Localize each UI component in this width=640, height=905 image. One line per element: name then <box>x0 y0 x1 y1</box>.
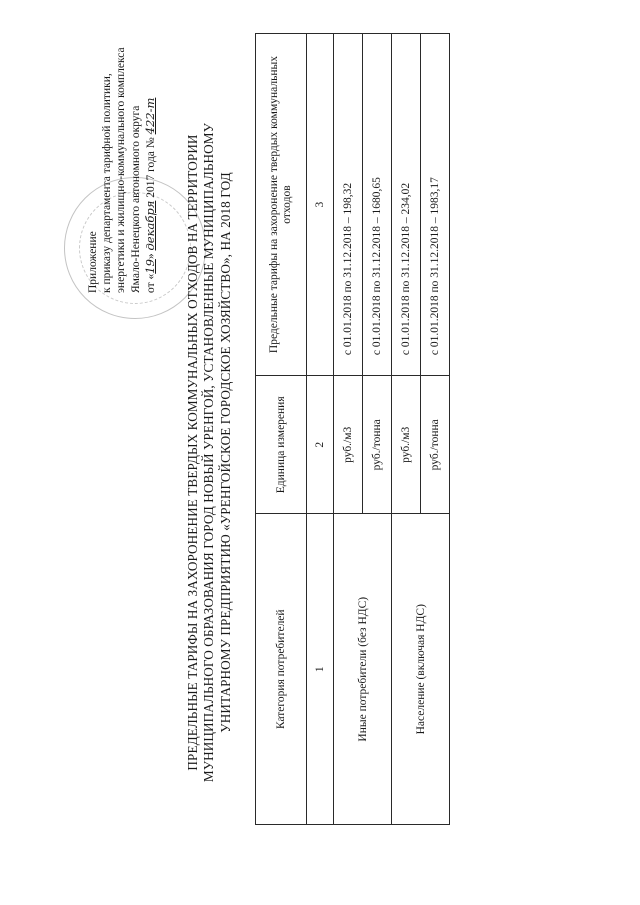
header-tariff: Предельные тарифы на захоронение твердых коммунальных отходов <box>256 34 307 376</box>
tariff-cell: с 01.01.2018 по 31.12.2018 – 234,02 <box>392 34 421 376</box>
approval-line-1: Приложение <box>87 231 99 293</box>
tariff-cell: с 01.01.2018 по 31.12.2018 – 198,32 <box>334 34 363 376</box>
date-year: 2017 года № <box>144 134 157 201</box>
table-row <box>334 34 363 825</box>
date-day: 19 <box>142 259 157 274</box>
column-number-row <box>307 34 334 825</box>
date-mid: » <box>144 250 157 260</box>
approval-line-4: Ямало-Ненецкого автономного округа <box>129 105 142 293</box>
date-month: декабря <box>142 200 157 251</box>
order-number: 422-т <box>142 97 157 135</box>
title-line-3: УНИТАРНОМУ ПРЕДПРИЯТИЮ «УРЕНГОЙСКОЕ ГОРОДСКОЕ ХОЗЯЙСТВО», НА 2018 ГОД <box>217 172 233 733</box>
title-line-1: ПРЕДЕЛЬНЫЕ ТАРИФЫ НА ЗАХОРОНЕНИЕ ТВЕРДЫХ КОММУНАЛЬНЫХ ОТХОДОВ НА ТЕРРИТОРИИ <box>185 134 200 771</box>
column-number-2: 2 <box>307 376 334 514</box>
header-category: Категория потребителей <box>256 514 307 825</box>
category-cell: Население (включая НДС) <box>392 514 450 825</box>
tariff-cell: с 01.01.2018 по 31.12.2018 – 1983,17 <box>421 34 450 376</box>
unit-cell: руб./м3 <box>392 376 421 514</box>
approval-date-line <box>143 23 158 293</box>
date-prefix: от « <box>144 273 157 293</box>
unit-cell: руб./тонна <box>421 376 450 514</box>
title-line-2: МУНИЦИПАЛЬНОГО ОБРАЗОВАНИЯ ГОРОД НОВЫЙ УРЕНГОЙ, УСТАНОВЛЕННЫЕ МУНИЦИПАЛЬНОМУ <box>201 122 217 783</box>
column-number-1: 1 <box>307 514 334 825</box>
column-number-3: 3 <box>307 34 334 376</box>
tariff-cell: с 01.01.2018 по 31.12.2018 – 1680,65 <box>363 34 392 376</box>
header-row <box>256 34 307 825</box>
category-cell: Иные потребители (без НДС) <box>334 514 392 825</box>
tariff-table <box>255 33 450 825</box>
header-unit: Единица измерения <box>256 376 307 514</box>
unit-cell: руб./тонна <box>363 376 392 514</box>
approval-line-2: к приказу департамента тарифной политики, <box>101 73 114 293</box>
document-title <box>185 0 234 905</box>
approval-line-3: энергетики и жилищно-коммунального комплекса <box>115 47 128 293</box>
approval-block <box>86 23 158 293</box>
unit-cell: руб./м3 <box>334 376 363 514</box>
table-row <box>392 34 421 825</box>
